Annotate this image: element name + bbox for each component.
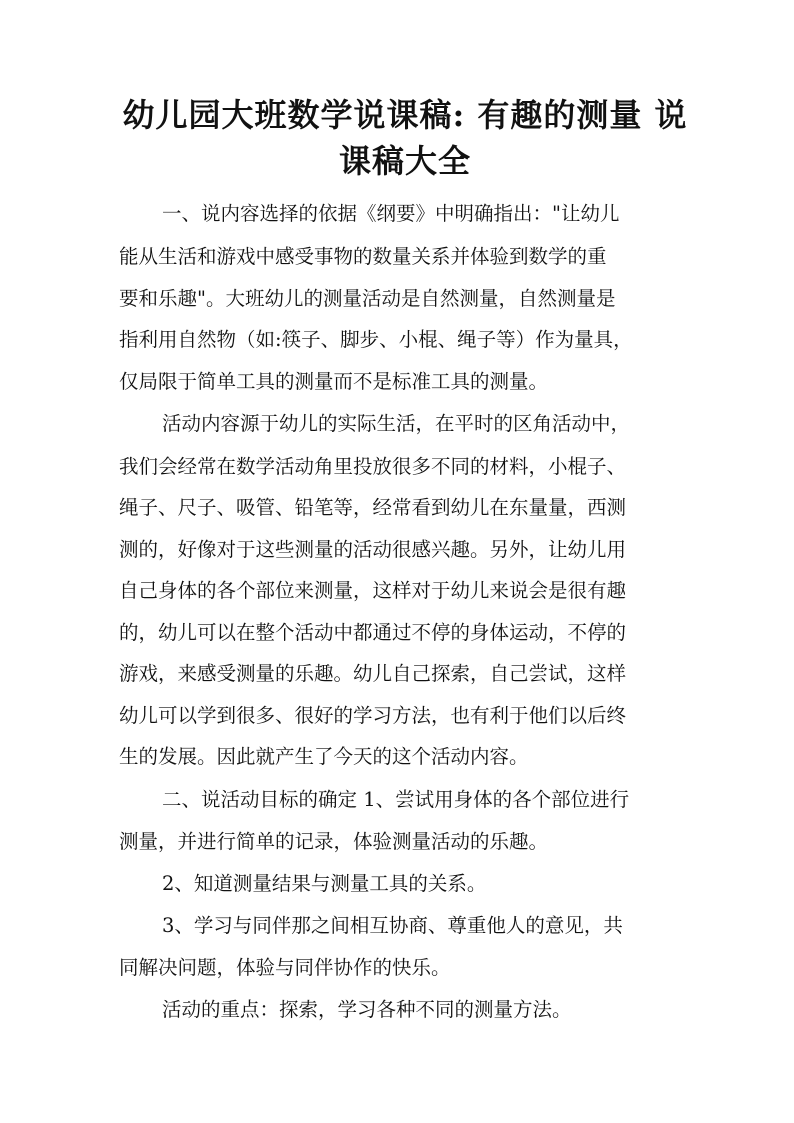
text-line: 的，幼儿可以在整个活动中都通过不停的身体运动，不停的 — [119, 621, 627, 644]
text-line: 自己身体的各个部位来测量，这样对于幼儿来说会是很有趣 — [119, 579, 627, 602]
text-line: 仅局限于简单工具的测量而不是标准工具的测量。 — [119, 370, 549, 393]
text-line: 游戏，来感受测量的乐趣。幼儿自己探索，自己尝试，这样 — [119, 662, 627, 685]
title-line-1: 幼儿园大班数学说课稿: 有趣的测量 说 — [122, 96, 688, 134]
text-line: 要和乐趣"。大班幼儿的测量活动是自然测量，自然测量是 — [119, 287, 616, 310]
text-line: 指利用自然物（如:筷子、脚步、小棍、绳子等）作为量具， — [119, 328, 633, 351]
text-line: 幼儿可以学到很多、很好的学习方法，也有利于他们以后终 — [119, 704, 627, 727]
text-line: 我们会经常在数学活动角里投放很多不同的材料，小棍子、 — [119, 455, 627, 478]
text-line: 二、说活动目标的确定 1、尝试用身体的各个部位进行 — [162, 788, 630, 811]
text-line: 能从生活和游戏中感受事物的数量关系并体验到数学的重 — [119, 245, 607, 268]
text-line: 3、学习与同伴那之间相互协商、尊重他人的意见，共 — [162, 914, 623, 937]
text-line: 生的发展。因此就产生了今天的这个活动内容。 — [119, 745, 529, 768]
title-line-2: 课稿大全 — [338, 142, 471, 180]
text-line: 一、说内容选择的依据《纲要》中明确指出："让幼儿 — [162, 202, 620, 225]
text-line: 测的，好像对于这些测量的活动很感兴趣。另外，让幼儿用 — [119, 538, 627, 561]
text-line: 测量，并进行简单的记录，体验测量活动的乐趣。 — [119, 830, 549, 853]
text-line: 同解决问题，体验与同伴协作的快乐。 — [119, 956, 451, 979]
document-title — [110, 92, 700, 184]
text-line: 2、知道测量结果与测量工具的关系。 — [162, 872, 487, 895]
text-line: 活动的重点：探索，学习各种不同的测量方法。 — [162, 998, 572, 1021]
text-line: 活动内容源于幼儿的实际生活，在平时的区角活动中， — [162, 412, 631, 435]
text-line: 绳子、尺子、吸管、铅笔等，经常看到幼儿在东量量，西测 — [119, 496, 627, 519]
